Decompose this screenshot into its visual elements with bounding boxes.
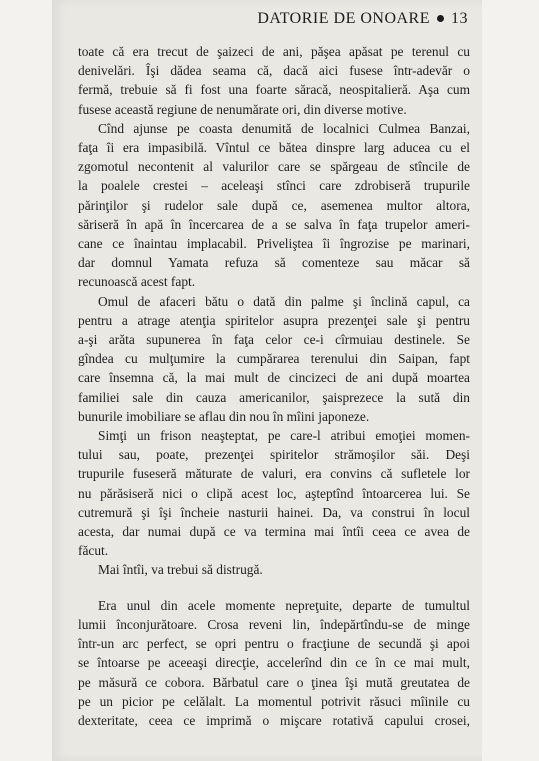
text-line: toate că era trecut de şaizeci de ani, păşea apăsat pe terenul cu xyxy=(78,44,470,59)
text-line: săriseră în apă în încercarea de a se salva în faţa trupelor ameri- xyxy=(78,216,470,232)
text-line: care însemna că, la mai mult de cincizeci de ani după moartea xyxy=(78,370,470,386)
section-break xyxy=(78,580,470,596)
text-line: la poalele crestei – aceleaşi stînci care zdrobiseră trupurile xyxy=(78,178,470,194)
text-line: pe un picior pe celălalt. La momentul potrivit răsuci mîinile cu xyxy=(78,693,470,709)
text-line: familiei sale din cauza americanilor, şaisprezece la sută din xyxy=(78,389,470,405)
text-line: pe măsură ce cobora. Bărbatul care o ţinea îşi mută greutatea de xyxy=(78,674,470,690)
text-line: bunurile imobiliare se aflau din nou în mîini japoneze. xyxy=(78,408,370,424)
text-line: Era unul din acele momente nepreţuite, departe de tumultul xyxy=(98,597,470,613)
text-line: dexteritate, ceea ce imprimă o mişcare rotativă capului crosei, xyxy=(78,712,470,728)
text-line: dar domnul Yamata refuza să comenteze sau măcar să xyxy=(78,255,470,271)
text-line: recunoască acest fapt. xyxy=(78,274,196,290)
text-line: faţa îi era impasibilă. Vîntul ce bătea dinspre larg aducea cu el xyxy=(78,140,470,156)
text-line: pentru a atrage atenţia spiritelor asupra prezenţei sale şi pentru xyxy=(78,312,470,328)
text-line: nu părăsiseră nici o clipă acest loc, aşteptînd întoarcerea lui. Se xyxy=(78,485,470,501)
running-title: DATORIE DE ONOARE xyxy=(257,10,430,27)
text-line: făcut. xyxy=(78,543,109,559)
text-line: a-şi arăta supunerea în faţa celor ce-i cîrmuiau destinele. Se xyxy=(78,332,470,348)
bullet-dot xyxy=(437,15,444,22)
text-line: lumii înconjurătoare. Crosa reveni lin, îndepărtîndu-se de minge xyxy=(78,616,470,632)
running-header xyxy=(257,10,468,28)
text-line: fusese această regiune de nenumărate ori, din diverse motive. xyxy=(78,101,407,117)
text-line: Cînd ajunse pe coasta denumită de localnici Culmea Banzai, xyxy=(98,120,470,136)
text-line: cutremură şi îşi încheie nasturii hainei. Da, va construi în locul xyxy=(78,504,470,520)
text-line: părinţilor şi rudelor sale după ce, asemenea multor altora, xyxy=(78,197,470,213)
text-line: Omul de afaceri bătu o dată din palme şi înclină capul, ca xyxy=(98,293,470,309)
text-line: trupurile fuseseră măturate de valuri, era convins că sufletele lor xyxy=(78,466,470,482)
text-line: cane ce înaintau implacabil. Priveliştea îi îngrozise pe marinari, xyxy=(78,236,470,252)
book-page xyxy=(52,0,482,761)
text-line: Mai întîi, va trebui să distrugă. xyxy=(98,562,263,578)
text-line: fermă, trebuie să fi fost una foarte săracă, neospitalieră. Aşa cum xyxy=(78,82,470,98)
text-line: zgomotul necontenit al valurilor care se spărgeau de stîncile de xyxy=(78,159,470,175)
body-text xyxy=(78,42,470,730)
text-line: se întoarse pe aceeaşi direcţie, accelerînd din ce în ce mai mult, xyxy=(78,655,470,671)
text-line: Simţi un frison neaşteptat, pe care-l atribui emoţiei momen- xyxy=(98,428,470,444)
text-line: într-un arc perfect, se opri pentru o fracţiune de secundă şi apoi xyxy=(78,636,470,652)
page-number: 13 xyxy=(451,10,468,27)
text-line: tului sau, poate, prezenţei spiritelor strămoşilor săi. Deşi xyxy=(78,447,470,463)
text-line: acesta, dar numai după ce va termina mai întîi ceea ce avea de xyxy=(78,524,470,540)
text-line: denivelări. Îşi dădea seama că, dacă aici fusese într-adevăr o xyxy=(78,63,470,79)
text-line: gîndea cu mulţumire la cumpărarea terenului din Saipan, fapt xyxy=(78,351,470,367)
